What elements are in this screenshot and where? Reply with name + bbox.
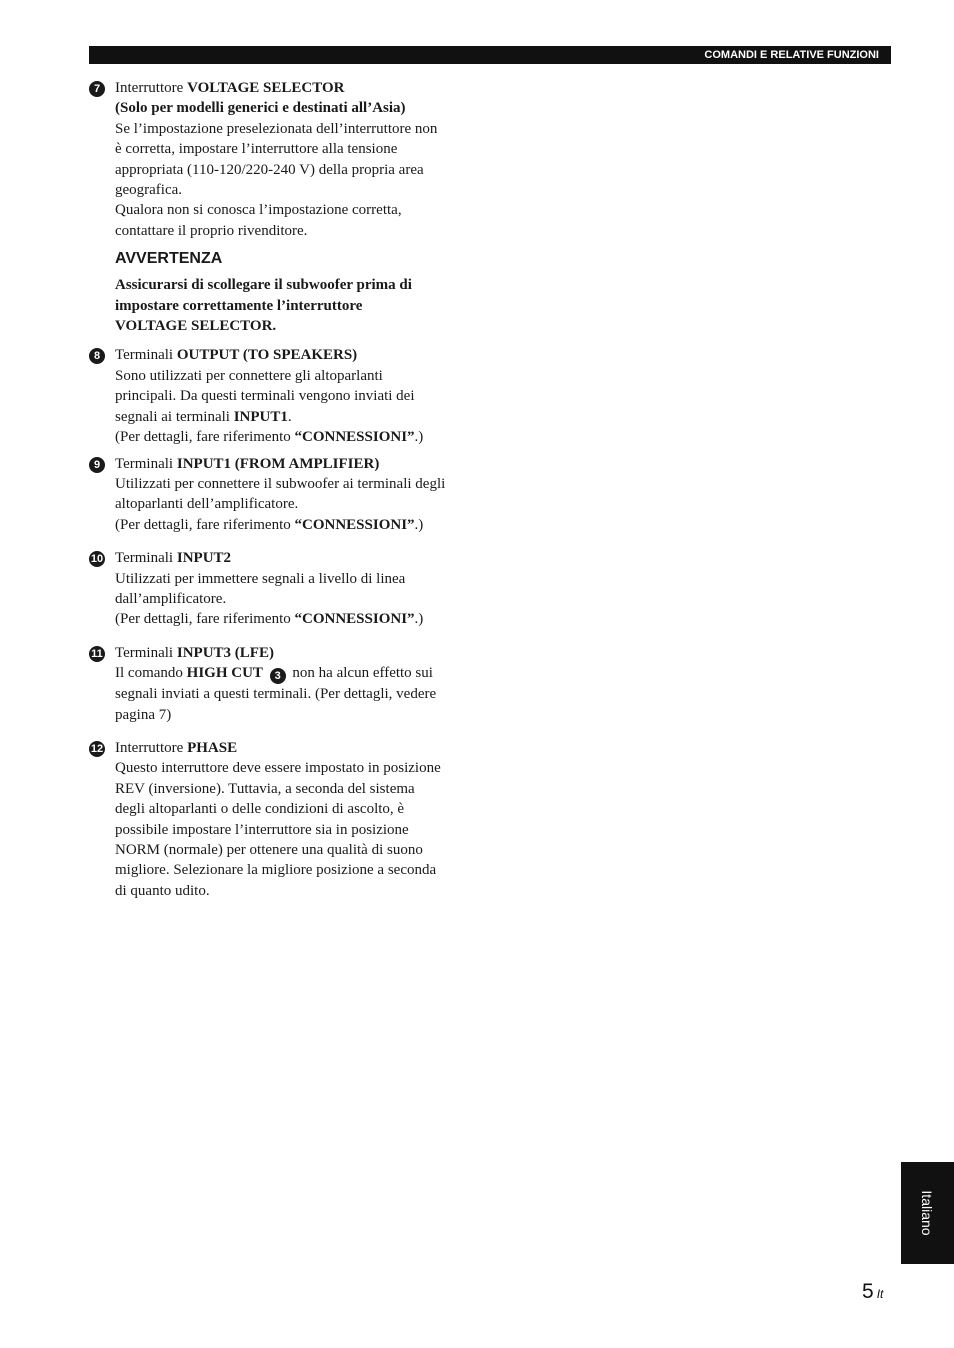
- page-language-code: It: [876, 1287, 884, 1301]
- warning-line: VOLTAGE SELECTOR.: [115, 318, 277, 335]
- control-number-badge: 3: [270, 668, 286, 684]
- language-tab: [901, 1162, 954, 1264]
- item-text-line: REV (inversione). Tuttavia, a seconda del sistema: [115, 780, 415, 797]
- item-output-terminals: [89, 345, 479, 447]
- item-title: Terminali INPUT2: [115, 550, 232, 567]
- item-text-line: di quanto udito.: [115, 882, 210, 899]
- item-number-badge: 8: [89, 348, 105, 364]
- item-text-line: degli altoparlanti o delle condizioni di ascolto, è: [115, 801, 405, 818]
- item-text-line: principali. Da questi terminali vengono inviati dei: [115, 388, 415, 405]
- item-text-line: appropriata (110-120/220-240 V) della propria area: [115, 161, 424, 178]
- item-reference: (Per dettagli, fare riferimento “CONNESSIONI”.): [115, 611, 424, 628]
- warning-line: Assicurarsi di scollegare il subwoofer prima di: [115, 277, 412, 294]
- item-text-line: Qualora non si conosca l’impostazione corretta,: [115, 202, 402, 219]
- item-number-badge: 10: [90, 553, 104, 566]
- item-text-line: segnali inviati a questi terminali. (Per dettagli, vedere: [115, 686, 437, 703]
- item-text-line: migliore. Selezionare la migliore posizione a seconda: [115, 862, 437, 879]
- item-text-line: Questo interruttore deve essere impostato in posizione: [115, 760, 441, 777]
- item-text-line: Utilizzati per connettere il subwoofer ai terminali degli: [115, 475, 446, 492]
- item-number-badge: 12: [90, 742, 104, 755]
- item-voltage-selector: [89, 78, 479, 336]
- item-title: Interruttore VOLTAGE SELECTOR: [115, 80, 345, 96]
- item-text-line: NORM (normale) per ottenere una qualità di suono: [115, 842, 423, 858]
- item-title: Terminali INPUT3 (LFE): [115, 644, 274, 661]
- item-text-line: contattare il proprio rivenditore.: [115, 222, 308, 239]
- page-number: 5 It: [862, 1280, 884, 1303]
- item-phase-switch: [89, 738, 479, 901]
- warning-body: [115, 275, 479, 336]
- item-title: Terminali INPUT1 (FROM AMPLIFIER): [115, 455, 380, 472]
- item-title: Terminali OUTPUT (TO SPEAKERS): [115, 347, 358, 364]
- item-text-line: possibile impostare l’interruttore sia in posizione: [115, 821, 409, 838]
- item-text-line: Il comando HIGH CUT 3 non ha alcun effetto sui: [115, 665, 433, 683]
- item-text-line: altoparlanti dell’amplificatore.: [115, 496, 299, 513]
- item-text-line: geografica.: [115, 182, 183, 199]
- item-text-line: dall’amplificatore.: [115, 590, 227, 607]
- item-reference: (Per dettagli, fare riferimento “CONNESSIONI”.): [115, 516, 424, 533]
- item-text-line: Utilizzati per immettere segnali a livello di linea: [115, 570, 406, 587]
- item-input2-terminals: [89, 548, 479, 630]
- item-number-badge: 11: [89, 646, 105, 662]
- item-text-line: Sono utilizzati per connettere gli altoparlanti: [115, 367, 383, 384]
- item-text-line: pagina 7): [115, 706, 172, 723]
- warning-heading: AVVERTENZA: [115, 250, 223, 268]
- item-number-badge: 7: [89, 81, 105, 97]
- language-tab-label: Italiano: [919, 1190, 935, 1236]
- warning-line: impostare correttamente l’interruttore: [115, 297, 363, 314]
- item-reference: (Per dettagli, fare riferimento “CONNESSIONI”.): [115, 429, 424, 446]
- item-input3-terminals: [89, 643, 479, 725]
- item-text-line: è corretta, impostare l’interruttore alla tensione: [115, 141, 398, 158]
- item-text-line: Se l’impostazione preselezionata dell’interruttore non: [115, 120, 438, 137]
- item-text-line: segnali ai terminali INPUT1.: [115, 408, 292, 425]
- item-input1-terminals: [89, 454, 479, 536]
- section-header: COMANDI E RELATIVE FUNZIONI: [89, 46, 891, 64]
- item-subtitle: (Solo per modelli generici e destinati all’Asia): [115, 100, 406, 117]
- item-number-badge: 9: [89, 457, 105, 473]
- content-column: [89, 78, 479, 901]
- item-title: Interruttore PHASE: [115, 739, 238, 756]
